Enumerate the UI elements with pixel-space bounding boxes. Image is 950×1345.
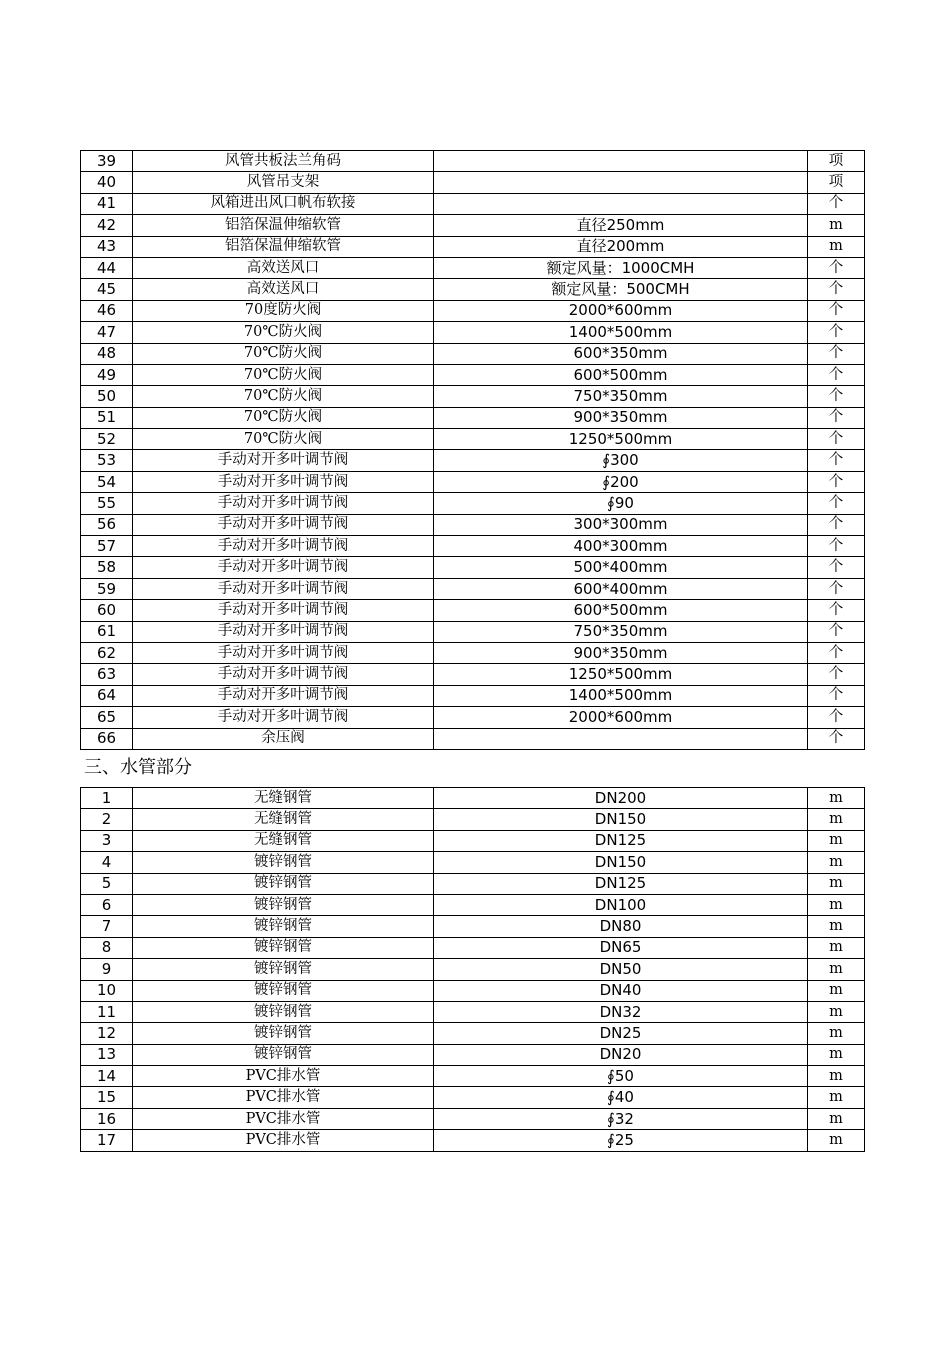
item-spec: 1250*500mm (434, 664, 808, 685)
item-spec: DN100 (434, 894, 808, 915)
item-name: 手动对开多叶调节阀 (133, 600, 434, 621)
item-unit: 个 (808, 364, 865, 385)
item-number: 41 (81, 193, 133, 214)
item-unit: 个 (808, 642, 865, 663)
item-number: 40 (81, 172, 133, 193)
item-name: 铝箔保温伸缩软管 (133, 236, 434, 257)
item-number: 57 (81, 536, 133, 557)
item-spec: DN125 (434, 830, 808, 851)
item-name: 70℃防火阀 (133, 364, 434, 385)
item-unit: m (808, 937, 865, 958)
item-spec: DN80 (434, 916, 808, 937)
item-spec: 300*300mm (434, 514, 808, 535)
item-number: 14 (81, 1066, 133, 1087)
duct-items-body (81, 151, 865, 750)
table-row (81, 514, 865, 535)
item-name: 70℃防火阀 (133, 386, 434, 407)
item-name: 高效送风口 (133, 279, 434, 300)
item-number: 45 (81, 279, 133, 300)
item-unit: m (808, 1066, 865, 1087)
item-unit: 项 (808, 151, 865, 172)
item-unit: m (808, 809, 865, 830)
table-row (81, 343, 865, 364)
item-name: 镀锌钢管 (133, 959, 434, 980)
item-spec: ∮90 (434, 493, 808, 514)
item-number: 17 (81, 1130, 133, 1151)
item-unit: m (808, 1108, 865, 1129)
item-spec: 600*350mm (434, 343, 808, 364)
table-row (81, 493, 865, 514)
item-spec: 600*500mm (434, 600, 808, 621)
item-name: 70℃防火阀 (133, 322, 434, 343)
item-name: PVC排水管 (133, 1087, 434, 1108)
item-number: 61 (81, 621, 133, 642)
item-name: 镀锌钢管 (133, 916, 434, 937)
item-number: 1 (81, 788, 133, 809)
table-row (81, 642, 865, 663)
item-name: 手动对开多叶调节阀 (133, 493, 434, 514)
item-name: 手动对开多叶调节阀 (133, 557, 434, 578)
item-spec: DN25 (434, 1023, 808, 1044)
item-unit: m (808, 959, 865, 980)
item-unit: 个 (808, 386, 865, 407)
item-unit: 个 (808, 450, 865, 471)
table-row (81, 172, 865, 193)
table-row (81, 151, 865, 172)
table-row (81, 937, 865, 958)
item-number: 42 (81, 215, 133, 236)
item-spec (434, 193, 808, 214)
item-unit: 个 (808, 664, 865, 685)
item-spec: 额定风量：1000CMH (434, 257, 808, 278)
item-name: 70℃防火阀 (133, 343, 434, 364)
table-row (81, 894, 865, 915)
table-row (81, 830, 865, 851)
item-number: 13 (81, 1044, 133, 1065)
item-number: 47 (81, 322, 133, 343)
section-title: 三、水管部分 (84, 757, 192, 778)
item-spec: 额定风量：500CMH (434, 279, 808, 300)
item-unit: 个 (808, 300, 865, 321)
item-spec: DN150 (434, 852, 808, 873)
item-number: 55 (81, 493, 133, 514)
table-row (81, 873, 865, 894)
table-row (81, 685, 865, 706)
item-spec: 1400*500mm (434, 685, 808, 706)
item-unit: 个 (808, 685, 865, 706)
item-spec (434, 172, 808, 193)
item-number: 43 (81, 236, 133, 257)
item-number: 48 (81, 343, 133, 364)
item-unit: 个 (808, 493, 865, 514)
item-unit: 个 (808, 707, 865, 728)
table-row (81, 1087, 865, 1108)
item-unit: 个 (808, 322, 865, 343)
table-row (81, 429, 865, 450)
item-unit: m (808, 1001, 865, 1022)
item-name: 手动对开多叶调节阀 (133, 450, 434, 471)
item-name: 镀锌钢管 (133, 873, 434, 894)
table-row (81, 664, 865, 685)
table-row (81, 386, 865, 407)
item-number: 66 (81, 728, 133, 749)
table-row (81, 193, 865, 214)
item-unit: m (808, 215, 865, 236)
item-name: 70℃防火阀 (133, 429, 434, 450)
table-row (81, 1066, 865, 1087)
item-unit: m (808, 852, 865, 873)
item-unit: 个 (808, 429, 865, 450)
item-unit: m (808, 1023, 865, 1044)
water-pipe-table (80, 787, 865, 1152)
item-number: 49 (81, 364, 133, 385)
table-row (81, 600, 865, 621)
item-unit: m (808, 830, 865, 851)
item-unit: 个 (808, 343, 865, 364)
item-number: 51 (81, 407, 133, 428)
item-spec: DN20 (434, 1044, 808, 1065)
item-number: 65 (81, 707, 133, 728)
item-spec: 2000*600mm (434, 300, 808, 321)
item-spec: 2000*600mm (434, 707, 808, 728)
item-unit: m (808, 788, 865, 809)
table-row (81, 980, 865, 1001)
item-spec: DN65 (434, 937, 808, 958)
item-unit: 个 (808, 578, 865, 599)
table-row (81, 809, 865, 830)
item-spec: 750*350mm (434, 621, 808, 642)
item-name: 镀锌钢管 (133, 980, 434, 1001)
item-number: 5 (81, 873, 133, 894)
item-spec: 直径200mm (434, 236, 808, 257)
item-number: 15 (81, 1087, 133, 1108)
item-spec: DN32 (434, 1001, 808, 1022)
water-pipe-body (81, 788, 865, 1152)
item-name: 余压阀 (133, 728, 434, 749)
item-unit: m (808, 1087, 865, 1108)
item-name: PVC排水管 (133, 1066, 434, 1087)
item-spec: DN40 (434, 980, 808, 1001)
item-name: 无缝钢管 (133, 830, 434, 851)
item-name: 手动对开多叶调节阀 (133, 707, 434, 728)
item-name: 手动对开多叶调节阀 (133, 621, 434, 642)
item-spec (434, 728, 808, 749)
item-name: 手动对开多叶调节阀 (133, 685, 434, 706)
item-number: 10 (81, 980, 133, 1001)
item-name: 无缝钢管 (133, 809, 434, 830)
item-unit: 个 (808, 557, 865, 578)
item-spec: DN150 (434, 809, 808, 830)
item-spec: ∮200 (434, 471, 808, 492)
item-unit: 个 (808, 257, 865, 278)
item-name: 手动对开多叶调节阀 (133, 642, 434, 663)
item-number: 46 (81, 300, 133, 321)
item-name: 70度防火阀 (133, 300, 434, 321)
item-unit: m (808, 916, 865, 937)
table-row (81, 407, 865, 428)
item-spec: 400*300mm (434, 536, 808, 557)
table-row (81, 707, 865, 728)
item-number: 39 (81, 151, 133, 172)
item-number: 16 (81, 1108, 133, 1129)
item-spec: ∮50 (434, 1066, 808, 1087)
item-spec (434, 151, 808, 172)
item-unit: 个 (808, 279, 865, 300)
item-number: 7 (81, 916, 133, 937)
item-unit: 个 (808, 514, 865, 535)
item-number: 3 (81, 830, 133, 851)
table-row (81, 852, 865, 873)
item-unit: m (808, 236, 865, 257)
item-spec: DN50 (434, 959, 808, 980)
item-unit: 个 (808, 621, 865, 642)
item-number: 56 (81, 514, 133, 535)
item-spec: 500*400mm (434, 557, 808, 578)
item-unit: 个 (808, 193, 865, 214)
item-spec: 1250*500mm (434, 429, 808, 450)
item-name: 铝箔保温伸缩软管 (133, 215, 434, 236)
item-unit: m (808, 1130, 865, 1151)
item-spec: 直径250mm (434, 215, 808, 236)
table-row (81, 1023, 865, 1044)
item-unit: m (808, 980, 865, 1001)
table-row (81, 621, 865, 642)
item-unit: m (808, 873, 865, 894)
table-row (81, 916, 865, 937)
item-unit: 个 (808, 407, 865, 428)
item-unit: m (808, 894, 865, 915)
item-name: 手动对开多叶调节阀 (133, 536, 434, 557)
table-row (81, 1044, 865, 1065)
table-row (81, 728, 865, 749)
item-name: 70℃防火阀 (133, 407, 434, 428)
table-row (81, 959, 865, 980)
table-row (81, 788, 865, 809)
table-row (81, 1001, 865, 1022)
item-name: 镀锌钢管 (133, 1001, 434, 1022)
table-row (81, 578, 865, 599)
item-number: 11 (81, 1001, 133, 1022)
item-name: 镀锌钢管 (133, 1044, 434, 1065)
item-number: 12 (81, 1023, 133, 1044)
item-spec: ∮300 (434, 450, 808, 471)
item-name: 镀锌钢管 (133, 1023, 434, 1044)
item-number: 44 (81, 257, 133, 278)
item-name: PVC排水管 (133, 1130, 434, 1151)
item-number: 59 (81, 578, 133, 599)
item-name: PVC排水管 (133, 1108, 434, 1129)
item-number: 60 (81, 600, 133, 621)
table-row (81, 300, 865, 321)
item-name: 镀锌钢管 (133, 937, 434, 958)
item-spec: 750*350mm (434, 386, 808, 407)
item-spec: 1400*500mm (434, 322, 808, 343)
table-row (81, 1108, 865, 1129)
table-row (81, 1130, 865, 1151)
table-row (81, 215, 865, 236)
item-unit: 个 (808, 536, 865, 557)
item-number: 6 (81, 894, 133, 915)
item-name: 手动对开多叶调节阀 (133, 664, 434, 685)
item-number: 63 (81, 664, 133, 685)
item-number: 54 (81, 471, 133, 492)
table-row (81, 450, 865, 471)
item-unit: 个 (808, 728, 865, 749)
duct-items-table (80, 150, 865, 750)
item-spec: DN125 (434, 873, 808, 894)
item-name: 手动对开多叶调节阀 (133, 471, 434, 492)
table-row (81, 322, 865, 343)
item-number: 53 (81, 450, 133, 471)
table-row (81, 471, 865, 492)
item-name: 无缝钢管 (133, 788, 434, 809)
table-row (81, 236, 865, 257)
item-number: 62 (81, 642, 133, 663)
item-number: 9 (81, 959, 133, 980)
item-name: 风管共板法兰角码 (133, 151, 434, 172)
table-row (81, 557, 865, 578)
item-name: 手动对开多叶调节阀 (133, 514, 434, 535)
item-number: 58 (81, 557, 133, 578)
item-spec: ∮25 (434, 1130, 808, 1151)
item-spec: ∮40 (434, 1087, 808, 1108)
item-number: 2 (81, 809, 133, 830)
item-unit: 个 (808, 471, 865, 492)
item-unit: 个 (808, 600, 865, 621)
item-number: 8 (81, 937, 133, 958)
item-unit: m (808, 1044, 865, 1065)
table-row (81, 536, 865, 557)
item-spec: 600*500mm (434, 364, 808, 385)
table-row (81, 279, 865, 300)
item-name: 高效送风口 (133, 257, 434, 278)
item-name: 镀锌钢管 (133, 894, 434, 915)
item-name: 镀锌钢管 (133, 852, 434, 873)
item-spec: ∮32 (434, 1108, 808, 1129)
item-number: 52 (81, 429, 133, 450)
item-unit: 项 (808, 172, 865, 193)
item-spec: 900*350mm (434, 407, 808, 428)
item-spec: 900*350mm (434, 642, 808, 663)
table-row (81, 257, 865, 278)
item-number: 50 (81, 386, 133, 407)
item-spec: 600*400mm (434, 578, 808, 599)
item-spec: DN200 (434, 788, 808, 809)
item-name: 风管吊支架 (133, 172, 434, 193)
table-row (81, 364, 865, 385)
item-number: 4 (81, 852, 133, 873)
item-name: 风箱进出风口帆布软接 (133, 193, 434, 214)
item-name: 手动对开多叶调节阀 (133, 578, 434, 599)
item-number: 64 (81, 685, 133, 706)
